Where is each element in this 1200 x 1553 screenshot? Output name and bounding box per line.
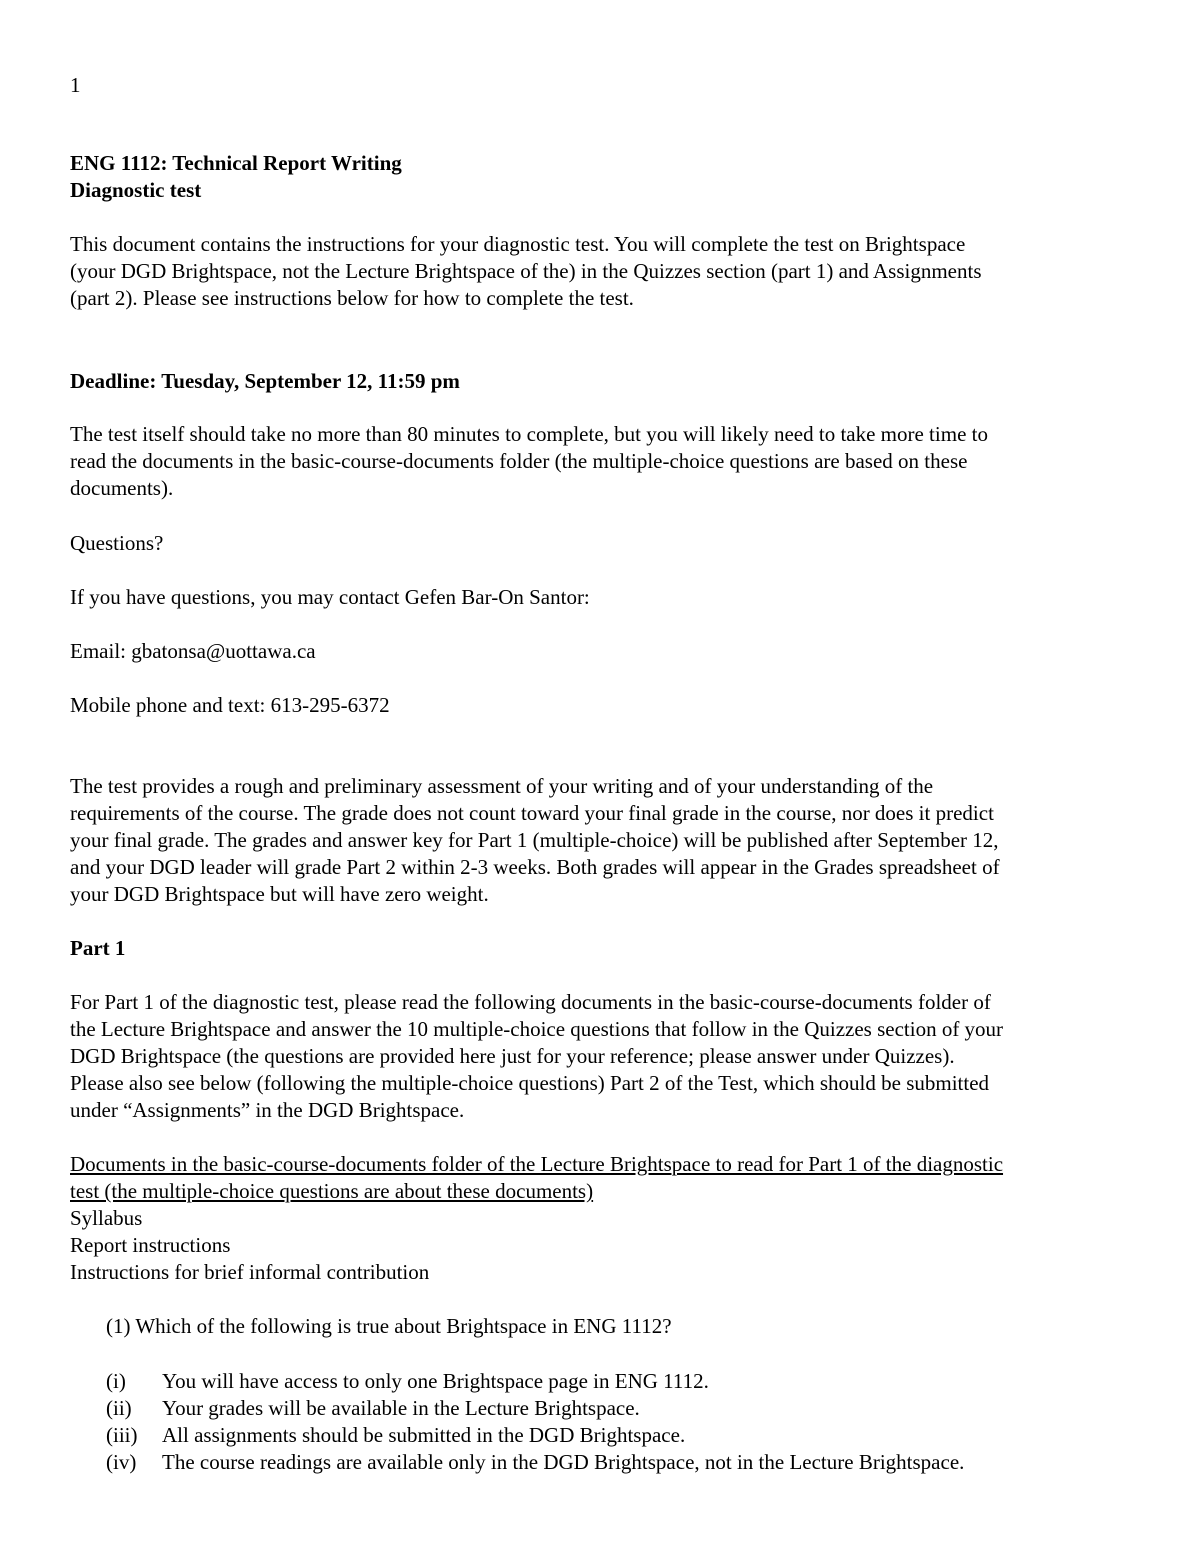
course-title: ENG 1112: Technical Report Writing <box>70 151 402 175</box>
contact-phone: Mobile phone and text: 613-295-6372 <box>70 693 390 717</box>
option-label: (iii) <box>106 1423 138 1447</box>
part1-instruction-line: DGD Brightspace (the questions are provided here just for your reference; please answer under Quizzes). <box>70 1044 955 1068</box>
assessment-line: your DGD Brightspace but will have zero weight. <box>70 882 489 906</box>
part1-heading: Part 1 <box>70 936 126 960</box>
documents-heading-line: Documents in the basic-course-documents folder of the Lecture Brightspace to read for Part 1 of the diagnostic <box>70 1152 1004 1176</box>
time-note-line: The test itself should take no more than 80 minutes to complete, but you will likely need to take more time to <box>70 422 988 446</box>
part1-instruction-line: under “Assignments” in the DGD Brightspace. <box>70 1098 465 1122</box>
option-label: (i) <box>106 1369 126 1393</box>
question-1: (1) Which of the following is true about Brightspace in ENG 1112? <box>106 1314 672 1338</box>
option-label: (iv) <box>106 1450 137 1474</box>
document-item: Instructions for brief informal contribution <box>70 1260 430 1284</box>
intro-line: (part 2). Please see instructions below for how to complete the test. <box>70 286 634 310</box>
assessment-line: your final grade. The grades and answer key for Part 1 (multiple-choice) will be published after September 12, <box>70 828 999 852</box>
questions-heading: Questions? <box>70 531 164 555</box>
contact-line: If you have questions, you may contact Gefen Bar-On Santor: <box>70 585 590 609</box>
documents-heading-line: test (the multiple-choice questions are about these documents) <box>70 1179 594 1203</box>
document-subtitle: Diagnostic test <box>70 178 202 202</box>
option-text: You will have access to only one Brightspace page in ENG 1112. <box>162 1369 709 1393</box>
assessment-line: and your DGD leader will grade Part 2 within 2-3 weeks. Both grades will appear in the Grades spreadsheet of <box>70 855 1000 879</box>
assessment-line: requirements of the course. The grade does not count toward your final grade in the course, nor does it predict <box>70 801 994 825</box>
time-note-line: documents). <box>70 476 174 500</box>
part1-instruction-line: the Lecture Brightspace and answer the 10 multiple-choice questions that follow in the Quizzes section of your <box>70 1017 1004 1041</box>
intro-line: This document contains the instructions for your diagnostic test. You will complete the test on Brightspace <box>70 232 966 256</box>
option-text: Your grades will be available in the Lecture Brightspace. <box>162 1396 640 1420</box>
time-note-line: read the documents in the basic-course-documents folder (the multiple-choice questions are based on these <box>70 449 968 473</box>
part1-instruction-line: Please also see below (following the multiple-choice questions) Part 2 of the Test, which should be submitted <box>70 1071 990 1095</box>
contact-email: Email: gbatonsa@uottawa.ca <box>70 639 316 663</box>
deadline-heading: Deadline: Tuesday, September 12, 11:59 pm <box>70 369 460 393</box>
option-text: All assignments should be submitted in the DGD Brightspace. <box>162 1423 686 1447</box>
option-label: (ii) <box>106 1396 132 1420</box>
option-text: The course readings are available only in the DGD Brightspace, not in the Lecture Brightspace. <box>162 1450 965 1474</box>
part1-instruction-line: For Part 1 of the diagnostic test, please read the following documents in the basic-course-documents folder of <box>70 990 991 1014</box>
page-number: 1 <box>70 73 81 97</box>
document-item: Report instructions <box>70 1233 231 1257</box>
assessment-line: The test provides a rough and preliminary assessment of your writing and of your understanding of the <box>70 774 934 798</box>
intro-line: (your DGD Brightspace, not the Lecture Brightspace of the) in the Quizzes section (part 1) and Assignments <box>70 259 982 283</box>
document-item: Syllabus <box>70 1206 143 1230</box>
